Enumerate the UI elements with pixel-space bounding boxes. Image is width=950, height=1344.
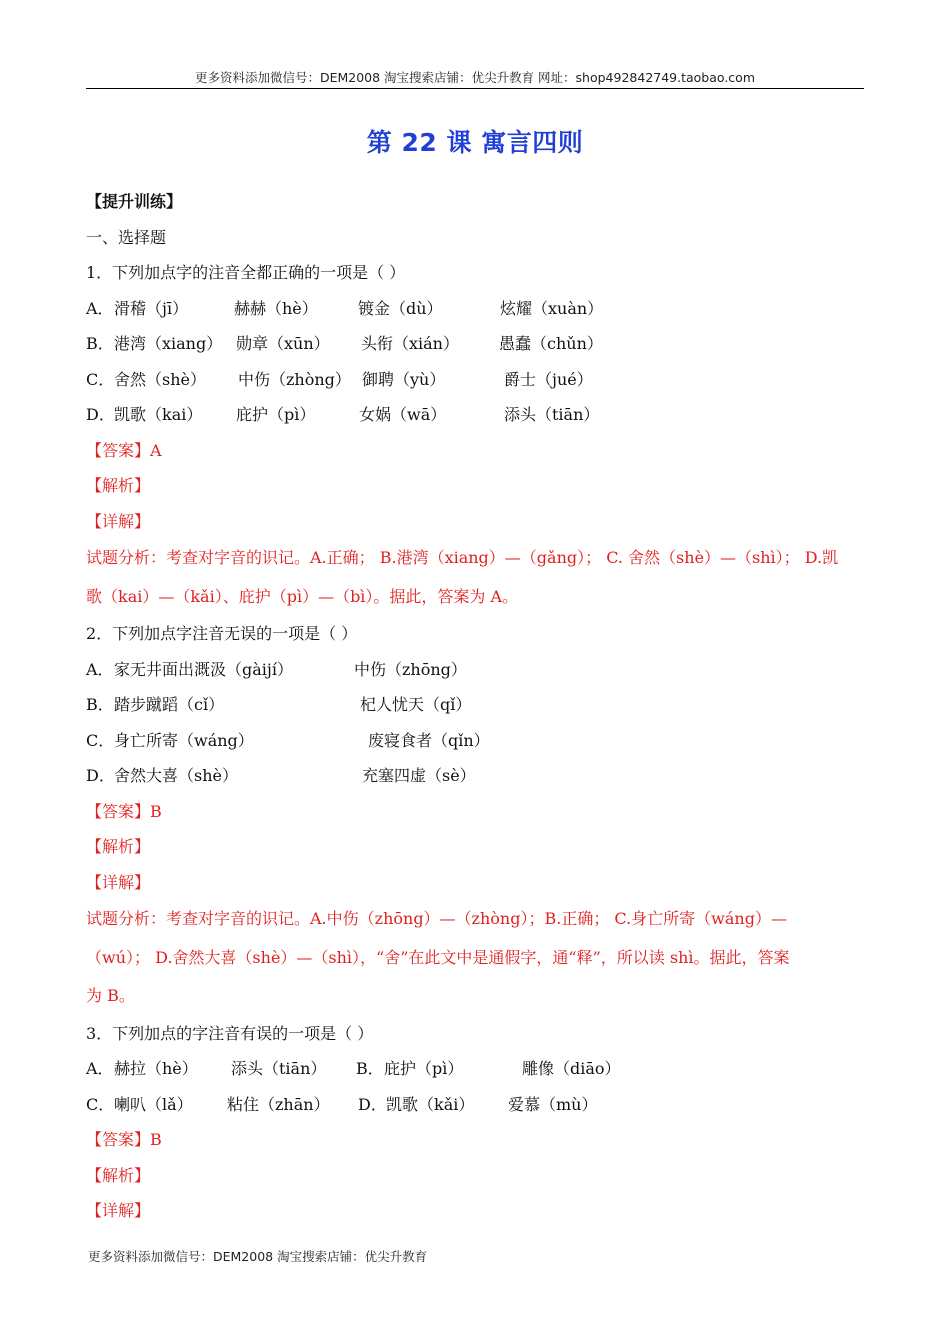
question-1-option-c: C． 舍然（shè） 中伤（zhòng） 御聘（yù） 爵士（jué） [86, 362, 866, 398]
question-2-detail: 【详解】 [86, 872, 151, 892]
option-item: 凯歌（kǎi） [386, 1094, 475, 1114]
option-item: 勋章（xūn） [236, 334, 330, 353]
option-item: 身亡所寄（wáng） [114, 730, 254, 750]
document-body [86, 184, 866, 1229]
option-item: 添头（tiān） [231, 1059, 327, 1078]
option-item: 头衔（xián） [361, 334, 459, 353]
option-item: 御聘（yù） [362, 369, 446, 389]
option-item: 滑稽（jī） [114, 298, 189, 318]
question-3-options-row-2: C． 喇叭（lǎ） 粘住（zhān） D． 凯歌（kǎi） 爱慕（mù） [86, 1087, 866, 1123]
question-2-option-c: C． 身亡所寄（wáng） 废寝食者（qǐn） [86, 723, 866, 759]
option-item: 女娲（wā） [359, 405, 447, 424]
option-item: 中伤（zhòng） [238, 369, 351, 389]
option-item: 炫耀（xuàn） [500, 298, 604, 318]
option-item: 踏步蹴蹈（cǐ） [114, 695, 225, 714]
page-header: 更多资料添加微信号：DEM2008 淘宝搜索店铺：优尖升教育 网址：shop492842749.taobao.com [194, 70, 756, 85]
option-item: 赫拉（hè） [114, 1059, 198, 1078]
question-1-explanation-line-2: 歌（kai）—（kǎi）、庇护（pì）—（bì）。据此，答案为 A。 [86, 586, 519, 606]
option-item: 中伤（zhōng） [354, 659, 467, 679]
question-1-explanation-line-1: 试题分析：考查对字音的识记。A.正确； B.港湾（xiang）—（gǎng）； C. 舍然（shè）—（shì）； D.凯 [86, 548, 839, 567]
option-label: D． [358, 1094, 387, 1114]
question-3-answer: 【答案】B [86, 1130, 162, 1149]
question-1-option-a: A． 滑稽（jī） 赫赫（hè） 镀金（dù） 炫耀（xuàn） [86, 291, 866, 327]
option-item: 喇叭（lǎ） [114, 1094, 193, 1114]
header-divider [86, 88, 864, 89]
question-3-options-row-1: A． 赫拉（hè） 添头（tiān） B． 庇护（pì） 雕像（diāo） [86, 1051, 866, 1087]
question-2-option-a: A． 家无井面出溉汲（gàijí） 中伤（zhōng） [86, 652, 866, 688]
option-item: 爱慕（mù） [508, 1094, 598, 1114]
question-2-explanation-line-3: 为 B。 [86, 986, 135, 1005]
option-item: 杞人忧天（qǐ） [360, 695, 472, 714]
question-3-detail: 【详解】 [86, 1201, 151, 1220]
option-item: 充塞四虚（sè） [362, 766, 476, 785]
option-item: 废寝食者（qǐn） [368, 730, 490, 750]
question-2-explanation-line-1: 试题分析：考查对字音的识记。A.中伤（zhōng）—（zhòng）；B.正确； C.身亡所寄（wáng）— [86, 909, 787, 928]
question-1-stem: 1．下列加点字的注音全都正确的一项是（ ） [86, 263, 406, 282]
question-3-stem: 3．下列加点的字注音有误的一项是（ ） [86, 1023, 374, 1043]
option-item: 凯歌（kai） [114, 405, 203, 424]
option-item: 庇护（pì） [384, 1059, 464, 1078]
option-item: 雕像（diāo） [522, 1059, 621, 1078]
option-item: 添头（tiān） [504, 405, 600, 424]
question-1-detail: 【详解】 [86, 511, 151, 531]
option-item: 镀金（dù） [358, 298, 443, 318]
option-item: 庇护（pì） [236, 405, 316, 424]
option-item: 舍然（shè） [114, 369, 206, 389]
question-2-answer: 【答案】B [86, 801, 162, 821]
page-title: 第 22 课 寓言四则 [366, 128, 584, 157]
option-item: 舍然大喜（shè） [114, 766, 238, 785]
question-1-option-b: B． 港湾（xiang） 勋章（xūn） 头衔（xián） 愚蠢（chǔn） [86, 326, 866, 362]
option-item: 愚蠢（chǔn） [499, 334, 603, 353]
question-2-stem: 2．下列加点字注音无误的一项是（ ） [86, 624, 358, 643]
option-label: B． [356, 1059, 384, 1078]
option-item: 家无井面出溉汲（gàijí） [114, 659, 293, 679]
option-item: 港湾（xiang） [114, 334, 223, 353]
option-item: 粘住（zhān） [227, 1094, 330, 1114]
question-2-option-b: B． 踏步蹴蹈（cǐ） 杞人忧天（qǐ） [86, 687, 866, 723]
part-heading: 一、选择题 [86, 227, 167, 247]
question-2-option-d: D． 舍然大喜（shè） 充塞四虚（sè） [86, 758, 866, 794]
question-2-explanation-line-2: （wú）； D.舍然大喜（shè）—（shì），“舍”在此文中是通假字，通“释”，所以读 shì。据此，答案 [86, 947, 790, 967]
question-1-analysis: 【解析】 [86, 476, 151, 495]
page-footer: 更多资料添加微信号：DEM2008 淘宝搜索店铺：优尖升教育 [88, 1249, 428, 1264]
question-1-option-d: D． 凯歌（kai） 庇护（pì） 女娲（wā） 添头（tiān） [86, 397, 866, 433]
option-item: 爵士（jué） [504, 369, 593, 389]
question-3-analysis: 【解析】 [86, 1165, 151, 1185]
option-item: 赫赫（hè） [234, 298, 318, 318]
question-1-answer: 【答案】A [86, 440, 162, 460]
question-2-analysis: 【解析】 [86, 837, 151, 856]
section-heading: 【提升训练】 [86, 192, 183, 211]
